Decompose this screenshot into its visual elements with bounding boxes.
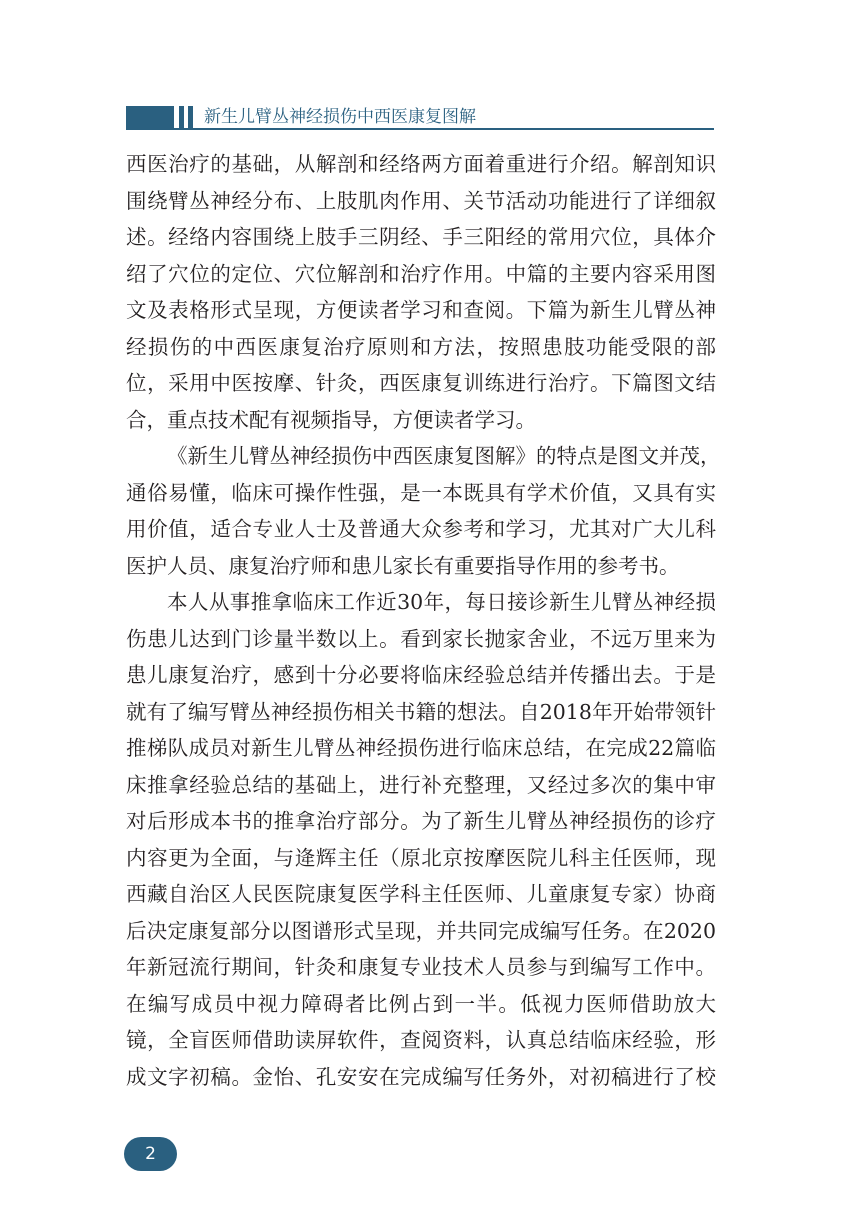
text-line: 本人从事推拿临床工作近30年，每日接诊新生儿臂丛神经损 xyxy=(167,590,716,614)
text-line: 位，采用中医按摩、针灸，西医康复训练进行治疗。下篇图文结 xyxy=(126,371,716,395)
text-line: 成文字初稿。金怡、孔安安在完成编写任务外，对初稿进行了校 xyxy=(126,1064,716,1089)
text-line: 西医治疗的基础，从解剖和经络两方面着重进行介绍。解剖知识 xyxy=(126,152,716,176)
text-line: 医护人员、康复治疗师和患儿家长有重要指导作用的参考书。 xyxy=(126,553,680,578)
text-line: 内容更为全面，与逄辉主任（原北京按摩医院儿科主任医师，现 xyxy=(126,845,716,870)
text-line: 文及表格形式呈现，方便读者学习和查阅。下篇为新生儿臂丛神 xyxy=(126,298,716,322)
body-text xyxy=(126,146,721,1095)
running-header xyxy=(126,104,714,130)
text-line: 就有了编写臂丛神经损伤相关书籍的想法。自2018年开始带领针 xyxy=(126,699,716,724)
text-line: 伤患儿达到门诊量半数以上。看到家长抛家舍业，不远万里来为 xyxy=(126,626,716,651)
text-line: 年新冠流行期间，针灸和康复专业技术人员参与到编写工作中。 xyxy=(126,955,716,979)
text-line: 患儿康复治疗，感到十分必要将临床经验总结并传播出去。于是 xyxy=(126,663,716,687)
header-decor-stripe xyxy=(188,106,193,128)
text-line: 经损伤的中西医康复治疗原则和方法，按照患肢功能受限的部 xyxy=(126,334,716,359)
header-rule xyxy=(126,128,714,130)
text-line: 推梯队成员对新生儿臂丛神经损伤进行临床总结，在完成22篇临 xyxy=(126,736,716,760)
text-line: 镜，全盲医师借助读屏软件，查阅资料，认真总结临床经验，形 xyxy=(126,1028,716,1052)
text-line: 合，重点技术配有视频指导，方便读者学习。 xyxy=(126,407,536,432)
running-header-title: 新生儿臂丛神经损伤中西医康复图解 xyxy=(204,107,476,127)
text-line: 《新生儿臂丛神经损伤中西医康复图解》的特点是图文并茂， xyxy=(167,444,721,468)
text-line: 通俗易懂，临床可操作性强，是一本既具有学术价值，又具有实 xyxy=(126,480,716,505)
text-line: 述。经络内容围绕上肢手三阴经、手三阳经的常用穴位，具体介 xyxy=(126,225,716,249)
header-decor-bar xyxy=(126,106,174,128)
text-line: 西藏自治区人民医院康复医学科主任医师、儿童康复专家）协商 xyxy=(126,882,716,906)
text-line: 后决定康复部分以图谱形式呈现，并共同完成编写任务。在2020 xyxy=(126,918,716,943)
text-line: 绍了穴位的定位、穴位解剖和治疗作用。中篇的主要内容采用图 xyxy=(126,261,716,286)
text-line: 在编写成员中视力障碍者比例占到一半。低视力医师借助放大 xyxy=(126,991,716,1016)
text-line: 用价值，适合专业人士及普通大众参考和学习，尤其对广大儿科 xyxy=(126,517,716,541)
text-line: 对后形成本书的推拿治疗部分。为了新生儿臂丛神经损伤的诊疗 xyxy=(126,809,716,833)
header-decor-stripe xyxy=(179,106,184,128)
text-line: 围绕臂丛神经分布、上肢肌肉作用、关节活动功能进行了详细叙 xyxy=(126,188,716,213)
text-line: 床推拿经验总结的基础上，进行补充整理，又经过多次的集中审 xyxy=(126,772,716,797)
page-number-badge: 2 xyxy=(124,1137,177,1171)
